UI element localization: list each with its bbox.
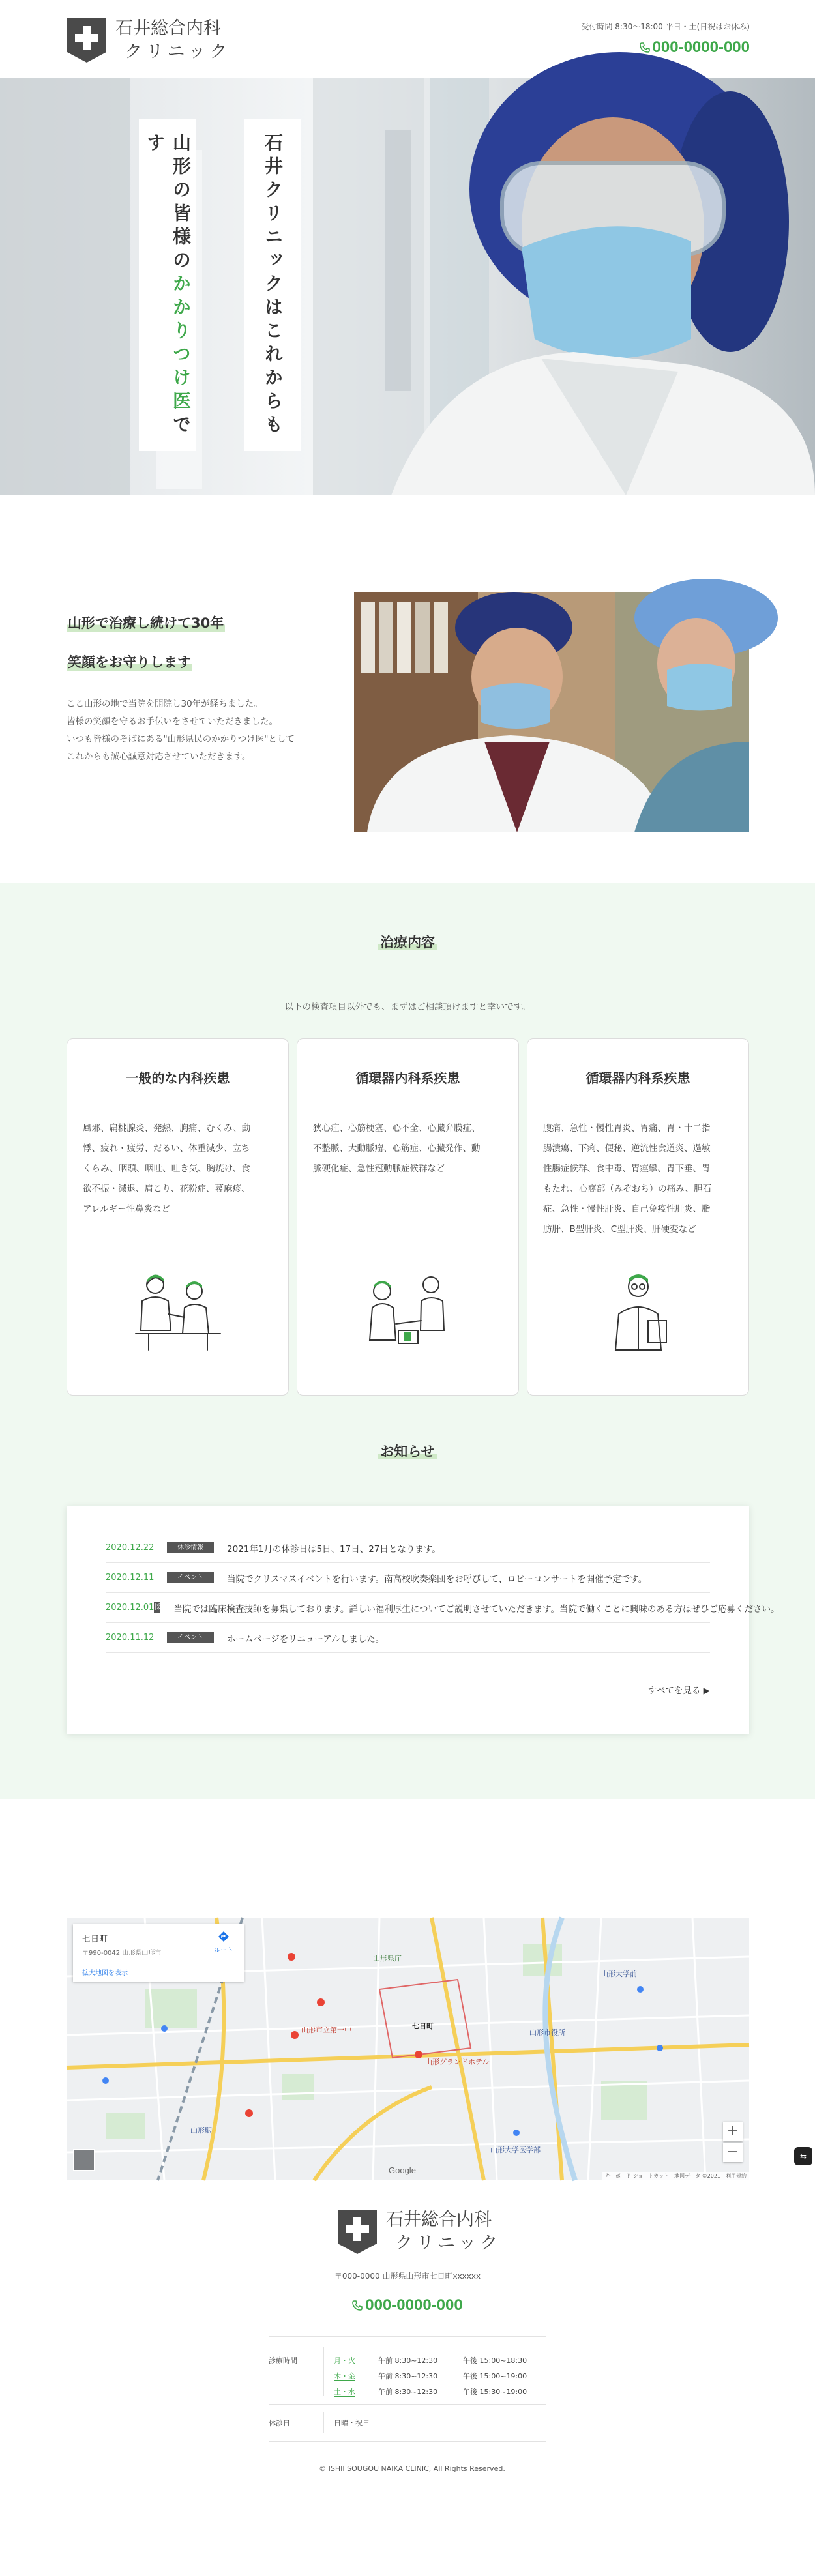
- card-line: 風邪、扁桃腺炎、発熱、胸痛、むくみ、動: [83, 1123, 251, 1134]
- card-line: 狭心症、心筋梗塞、心不全、心臓弁膜症、: [313, 1123, 481, 1134]
- card-line: 欲不振・減退、肩こり、花粉症、蕁麻疹、: [83, 1184, 250, 1194]
- map-larger-link[interactable]: 拡大地図を表示: [82, 1970, 128, 1977]
- card-line: 症、急性・慢性肝炎、自己免疫性肝炎、脂: [543, 1204, 711, 1214]
- hours-days[interactable]: 木・金: [334, 2372, 355, 2380]
- map-label: 山形大学医学部: [490, 2146, 541, 2154]
- footer-logo-line1: 石井総合内科: [386, 2210, 492, 2230]
- footer-logo[interactable]: [338, 2208, 501, 2255]
- news-date: 2020.11.12: [106, 1633, 155, 1643]
- hours-pm: 午後 15:00~19:00: [463, 2372, 527, 2380]
- hours-row: [334, 2355, 527, 2365]
- news-title: [0, 1441, 815, 1461]
- card-title: 循環器内科系疾患: [355, 1070, 460, 1086]
- news-panel: [67, 1506, 780, 1734]
- map-label: 山形市役所: [529, 2028, 565, 2037]
- logo-name-line2: クリニック: [125, 42, 231, 62]
- card-line: 腹痛、急性・慢性胃炎、胃痛、胃・十二指: [543, 1123, 711, 1134]
- hours-pm: 午後 15:30~19:00: [463, 2388, 527, 2396]
- map-label: 山形県庁: [373, 1954, 402, 1963]
- news-category-badge: イベント: [167, 1572, 214, 1583]
- holiday-block: [269, 2405, 546, 2441]
- hero-caption-right-text: 石井クリニックはこれからも: [262, 133, 284, 438]
- card-line: 腸潰瘍、下痢、便秘、逆流性食道炎、過敏: [543, 1143, 711, 1154]
- logo-name-line1: 石井総合内科: [115, 18, 221, 38]
- card-line: もたれ、心窩部（みぞおち）の痛み、胆石: [543, 1184, 712, 1194]
- card-line: 不整脈、大動脈瘤、心筋症、心臓発作、動: [313, 1143, 481, 1154]
- news-item-title: 当院でクリスマスイベントを行います。南高校吹奏楽団をお呼びして、ロビーコンサートを開催予定です。: [227, 1573, 647, 1585]
- news-category-badge: イベント: [167, 1632, 214, 1643]
- translate-icon: ⇆: [799, 2152, 807, 2161]
- news-item-title: ホームページをリニューアルしました。: [227, 1633, 385, 1645]
- map-place-card: [73, 1924, 244, 1982]
- hours-row: [334, 2371, 527, 2381]
- map-zoom-in-button[interactable]: +: [723, 2122, 743, 2141]
- map-label: 山形グランドホテル: [425, 2058, 490, 2066]
- hero-caption-left-em: かかりつけ医: [170, 274, 192, 415]
- header-phone-number: 000-0000-000: [652, 38, 750, 56]
- news-category-badge: 休診情報: [167, 1542, 214, 1553]
- map-label: 七日町: [412, 2022, 434, 2030]
- hero-caption-right: [244, 119, 301, 451]
- footer-logo-line2: クリニック: [395, 2233, 502, 2253]
- hero-photo-doctor: [0, 78, 815, 495]
- footer-address: 〒000-0000 山形県山形市七日町xxxxxx: [334, 2272, 481, 2281]
- news-item[interactable]: [106, 1593, 780, 1623]
- hours-block: [269, 2337, 546, 2405]
- office-hours-table: [269, 2336, 546, 2442]
- about-line: 皆様の笑顔を守るお手伝いをさせていただきました。: [67, 716, 278, 727]
- news-date: 2020.12.22: [106, 1543, 155, 1553]
- hours-pm: 午後 15:00~18:30: [463, 2356, 527, 2365]
- cross-shield-logo-icon: [67, 18, 106, 63]
- map-route-button[interactable]: [214, 1931, 233, 1954]
- about-line: いつも皆様のそばにある"山形県民のかかりつけ医"として: [67, 734, 295, 744]
- hero-section: [0, 78, 815, 495]
- card-line: 肪肝、B型肝炎、C型肝炎、肝硬変など: [543, 1224, 696, 1235]
- phone-icon: [352, 2300, 363, 2311]
- hours-am: 午前 8:30~12:30: [378, 2372, 438, 2380]
- footer-phone-number: 000-0000-000: [365, 2296, 463, 2314]
- about-section: [0, 495, 815, 883]
- phone-icon: [640, 42, 650, 53]
- treatment-card-cardio: [297, 1038, 519, 1396]
- hours-label: 診療時間: [269, 2356, 297, 2365]
- holiday-value: 日曜・祝日: [334, 2419, 370, 2427]
- map-place-address: 〒990-0042 山形県山形市: [82, 1950, 162, 1957]
- news-date: 2020.12.11: [106, 1573, 155, 1583]
- treatment-card-gastro: [527, 1038, 749, 1396]
- treatment-title: [0, 932, 815, 952]
- translate-button[interactable]: [794, 2147, 812, 2165]
- news-item[interactable]: [106, 1563, 710, 1593]
- card-title: 循環器内科系疾患: [585, 1070, 690, 1086]
- map-credit[interactable]: キーボード ショートカット 地図データ ©2021 利用規約: [602, 2172, 749, 2180]
- hero-caption-left-post: です: [144, 133, 192, 438]
- doctor-chart-illustration: [583, 1268, 694, 1353]
- treatment-section: [0, 883, 815, 1799]
- clinic-logo[interactable]: [67, 17, 231, 64]
- route-icon: [218, 1931, 230, 1942]
- google-map[interactable]: [67, 1918, 749, 2180]
- copyright: © ISHII SOUGOU NAIKA CLINIC, All Rights Reserved.: [319, 2465, 505, 2473]
- map-google-logo: Google: [389, 2165, 416, 2175]
- card-line: アレルギー性鼻炎など: [83, 1204, 171, 1214]
- about-photo-doctors: [354, 592, 749, 832]
- about-text: [67, 695, 353, 766]
- reception-hours: 受付時間 8:30～18:00 平日・土(日祝はお休み): [581, 22, 750, 31]
- map-label: 山形市立第一中: [301, 2026, 351, 2034]
- hours-row: [334, 2386, 527, 2397]
- card-line: 性腸症候群、食中毒、胃痙攣、胃下垂、胃: [543, 1164, 711, 1174]
- cross-shield-logo-icon: [338, 2210, 377, 2254]
- about-heading-2: 笑顔をお守りします: [67, 652, 192, 671]
- map-zoom-out-button[interactable]: −: [723, 2143, 743, 2162]
- map-route-label: ルート: [214, 1947, 233, 1954]
- news-category-badge: 採用: [154, 1602, 160, 1613]
- treatment-lead: 以下の検査項目以外でも、まずはご相談頂けますと幸いです。: [284, 1002, 531, 1012]
- footer-phone[interactable]: [0, 2296, 815, 2315]
- site-header: [0, 0, 815, 78]
- news-item-title: 2021年1月の休診日は5日、17日、27日となります。: [227, 1544, 441, 1555]
- map-place-name: 七日町: [82, 1935, 108, 1944]
- hours-days[interactable]: 土・水: [334, 2388, 355, 2396]
- about-line: ここ山形の地で当院を開院し30年が経ちました。: [67, 699, 263, 709]
- news-date: 2020.12.01: [106, 1603, 155, 1613]
- map-label: 山形駅: [190, 2126, 212, 2135]
- street-view-pegman[interactable]: [73, 2149, 95, 2171]
- news-item-title: 当院では臨床検査技師を募集しております。詳しい福利厚生についてご説明させていただきます。当院で働くことに興味のある方はぜひご応募ください。: [173, 1603, 780, 1615]
- card-line: 悸、疲れ・疲労、だるい、体重減少、立ち: [83, 1143, 250, 1154]
- treatment-card-general: [67, 1038, 289, 1396]
- news-item[interactable]: [106, 1623, 710, 1653]
- news-see-all-link[interactable]: すべてを見る ▶: [647, 1686, 710, 1696]
- hours-am: 午前 8:30~12:30: [378, 2356, 438, 2365]
- about-line: これからも誠心誠意対応させていただきます。: [67, 752, 251, 762]
- blood-pressure-illustration: [353, 1268, 464, 1353]
- doctor-patient-illustration: [123, 1268, 233, 1353]
- news-item[interactable]: [106, 1533, 710, 1563]
- hours-am: 午前 8:30~12:30: [378, 2388, 438, 2396]
- about-heading-1: 山形で治療し続けて30年: [67, 613, 225, 632]
- card-line: 脈硬化症、急性冠動脈症候群など: [313, 1164, 445, 1174]
- map-label: 山形大学前: [601, 1970, 637, 1978]
- hero-caption-left-pre: 山形の皆様の: [170, 133, 192, 274]
- hours-days[interactable]: 月・火: [334, 2356, 355, 2365]
- treatment-title-text: 治療内容: [378, 935, 437, 950]
- news-title-text: お知らせ: [378, 1444, 436, 1459]
- holiday-label: 休診日: [269, 2419, 290, 2427]
- card-line: くらみ、咽頭、咽吐、吐き気、胸焼け、食: [83, 1164, 250, 1174]
- hero-caption-left: [139, 119, 196, 451]
- card-title: 一般的な内科疾患: [125, 1070, 230, 1086]
